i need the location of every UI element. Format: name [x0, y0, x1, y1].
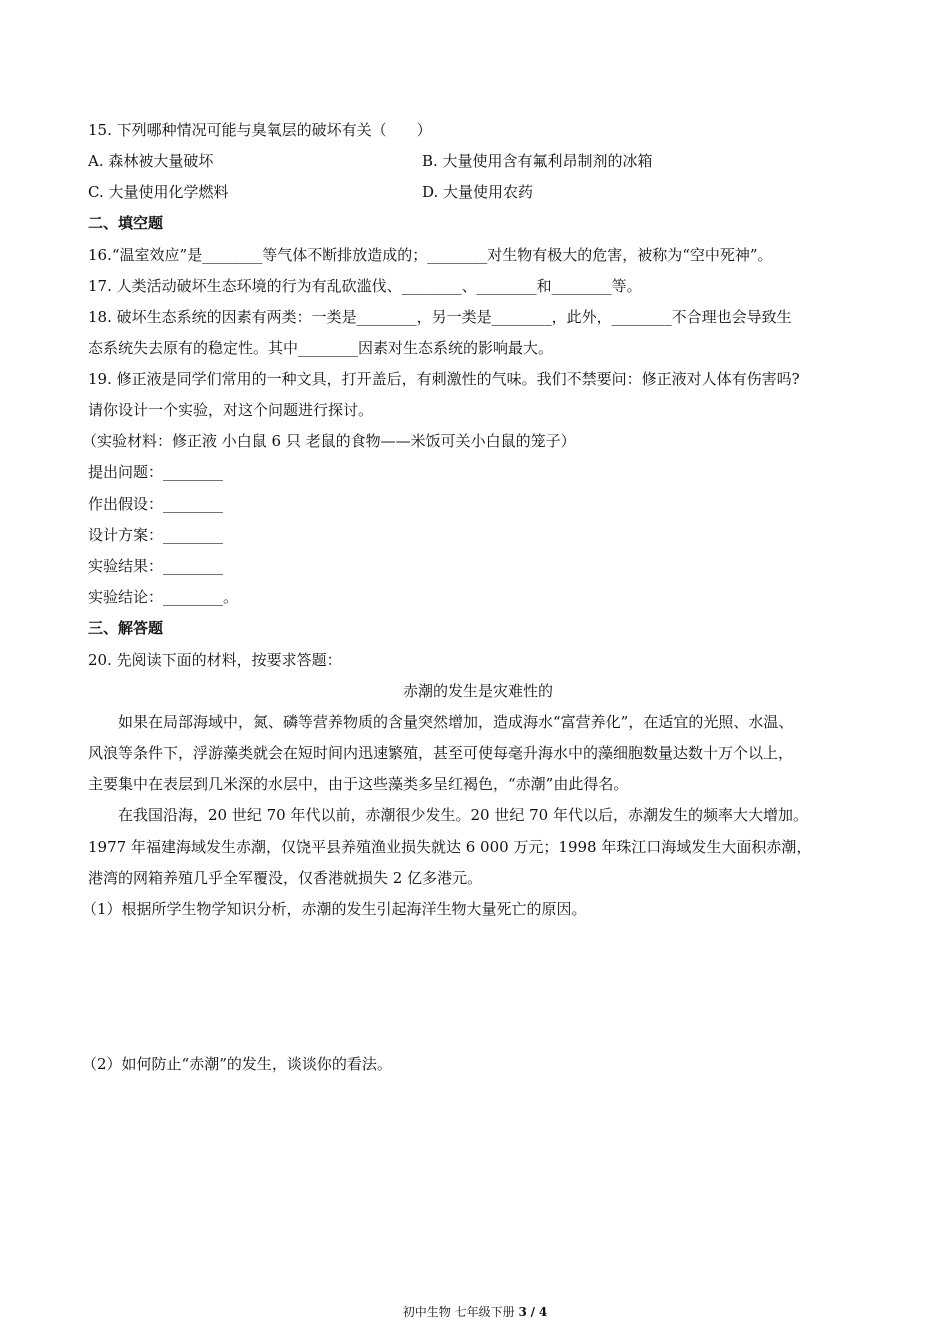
q20-passage-title: 赤潮的发生是灾难性的 [402, 682, 553, 700]
section-heading-fill-in: 二、填空题 [88, 214, 164, 232]
footer-separator: / [530, 1305, 536, 1319]
page-footer [0, 1304, 950, 1320]
q18-line-2: 态系统失去原有的稳定性。其中________因素对生态系统的影响最大。 [88, 339, 554, 357]
footer-page-number: 3 [518, 1305, 527, 1319]
q19-result-prompt: 实验结果：________ [88, 557, 224, 575]
q19-line-2: 请你设计一个实验，对这个问题进行探讨。 [88, 401, 374, 419]
q20-para1-line-3: 主要集中在表层到几米深的水层中，由于这些藻类多呈红褐色，“赤潮”由此得名。 [88, 775, 629, 793]
q20-intro: 20. 先阅读下面的材料，按要求答题： [88, 651, 342, 669]
q20-para1-line-2: 风浪等条件下，浮游藻类就会在短时间内迅速繁殖，甚至可使每毫升海水中的藻细胞数量达数十万个以上， [88, 744, 794, 762]
q19-conclusion-prompt: 实验结论：________。 [88, 588, 239, 606]
q15-option-a: A. 森林被大量破坏 [88, 152, 214, 170]
q18-line-1: 18. 破坏生态系统的因素有两类：一类是________，另一类是________，此外，________不合理也会导致生 [88, 308, 792, 326]
q20-para2-line-3: 港湾的网箱养殖几乎全军覆没，仅香港就损失 2 亿多港元。 [88, 869, 483, 887]
footer-page-total: 4 [538, 1305, 548, 1319]
q17-text: 17. 人类活动破坏生态环境的行为有乱砍滥伐、________、________和________等。 [88, 277, 642, 295]
footer-label: 初中生物 七年级下册 [402, 1305, 515, 1319]
q20-para1-line-1: 如果在局部海域中，氮、磷等营养物质的含量突然增加，造成海水“富营养化”，在适宜的光照、水温、 [88, 713, 794, 731]
q19-hypothesis-prompt: 作出假设：________ [88, 495, 224, 513]
q19-plan-prompt: 设计方案：________ [88, 526, 224, 544]
q19-materials: （实验材料：修正液 小白鼠 6 只 老鼠的食物——米饭可关小白鼠的笼子） [82, 432, 576, 450]
q15-stem: 15. 下列哪种情况可能与臭氧层的破坏有关（ ） [88, 121, 432, 139]
section-heading-answer: 三、解答题 [88, 619, 164, 637]
q20-para2-line-1: 在我国沿海，20 世纪 70 年代以前，赤潮很少发生。20 世纪 70 年代以后，赤潮发生的频率大大增加。 [88, 806, 808, 824]
q19-question-prompt: 提出问题：________ [88, 463, 224, 481]
q19-line-1: 19. 修正液是同学们常用的一种文具，打开盖后，有刺激性的气味。我们不禁要问：修正液对人体有伤害吗? [88, 370, 800, 388]
q20-para2-line-2: 1977 年福建海域发生赤潮，仅饶平县养殖渔业损失就达 6 000 万元；1998 年珠江口海域发生大面积赤潮， [88, 838, 812, 856]
q15-option-c: C. 大量使用化学燃料 [88, 183, 229, 201]
q20-sub-question-2: （2）如何防止“赤潮”的发生，谈谈你的看法。 [82, 1055, 392, 1073]
q15-option-d: D. 大量使用农药 [422, 183, 534, 201]
q16-text: 16.“温室效应”是________等气体不断排放造成的；________对生物有极大的危害，被称为“空中死神”。 [88, 246, 773, 264]
q20-sub-question-1: （1）根据所学生物学知识分析，赤潮的发生引起海洋生物大量死亡的原因。 [82, 900, 587, 918]
q15-option-b: B. 大量使用含有氟利昂制剂的冰箱 [422, 152, 653, 170]
